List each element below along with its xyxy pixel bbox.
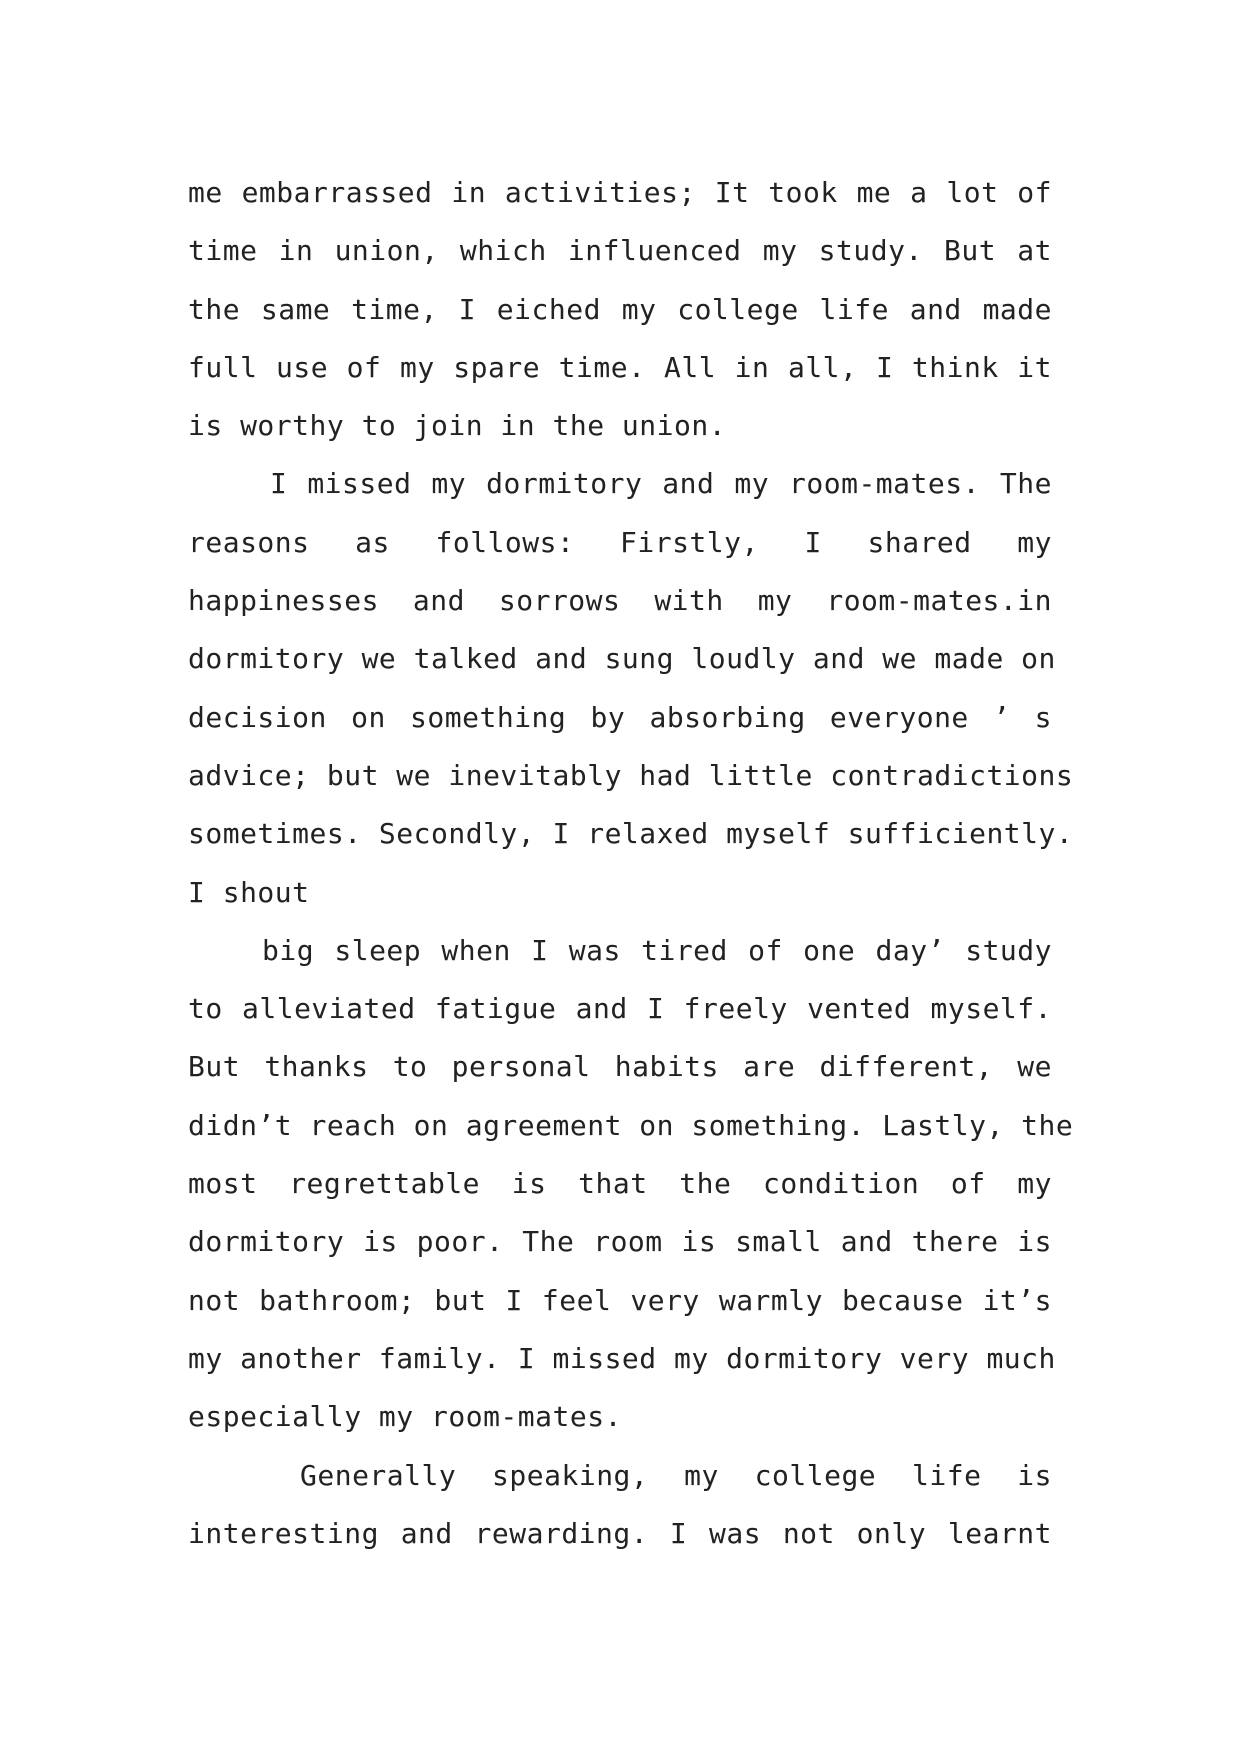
text-line: But thanks to personal habits are different, we [188, 1050, 1052, 1084]
text-line: is worthy to join in the union. [188, 409, 727, 443]
text-line: most regrettable is that the condition of my [188, 1167, 1052, 1201]
text-line: I shout [188, 875, 310, 909]
text-line: I missed my dormitory and my room-mates. The [270, 467, 1052, 501]
text-line: decision on something by absorbing everyone ’ s [188, 700, 1052, 734]
text-line: advice; but we inevitably had little contradictions [188, 758, 1074, 792]
text-line: sometimes. Secondly, I relaxed myself sufficiently. [188, 817, 1074, 851]
text-line: me embarrassed in activities; It took me a lot of [188, 176, 1052, 209]
text-line: dormitory is poor. The room is small and there is [188, 1225, 1052, 1259]
text-line: especially my room-mates. [188, 1400, 622, 1434]
text-line: interesting and rewarding. I was not only learnt [188, 1516, 1052, 1550]
text-line: dormitory we talked and sung loudly and we made on [188, 642, 1056, 676]
text-line: not bathroom; but I feel very warmly because it’s [188, 1283, 1052, 1317]
body-text [188, 164, 1074, 1563]
text-line: the same time, I eiched my college life and made [188, 292, 1052, 326]
text-line: reasons as follows: Firstly, I shared my [188, 525, 1052, 559]
text-line: big sleep when I was tired of one day’ study [262, 933, 1052, 967]
text-line: happinesses and sorrows with my room-mates.in [188, 584, 1052, 618]
text-line: Generally speaking, my college life is [300, 1458, 1052, 1492]
text-line: didn’t reach on agreement on something. Lastly, the [188, 1108, 1074, 1142]
text-line: time in union, which influenced my study. But at [188, 234, 1052, 268]
text-line: to alleviated fatigue and I freely vented myself. [188, 992, 1052, 1026]
text-line: my another family. I missed my dormitory very much [188, 1341, 1056, 1375]
text-line: full use of my spare time. All in all, I think it [188, 350, 1052, 384]
